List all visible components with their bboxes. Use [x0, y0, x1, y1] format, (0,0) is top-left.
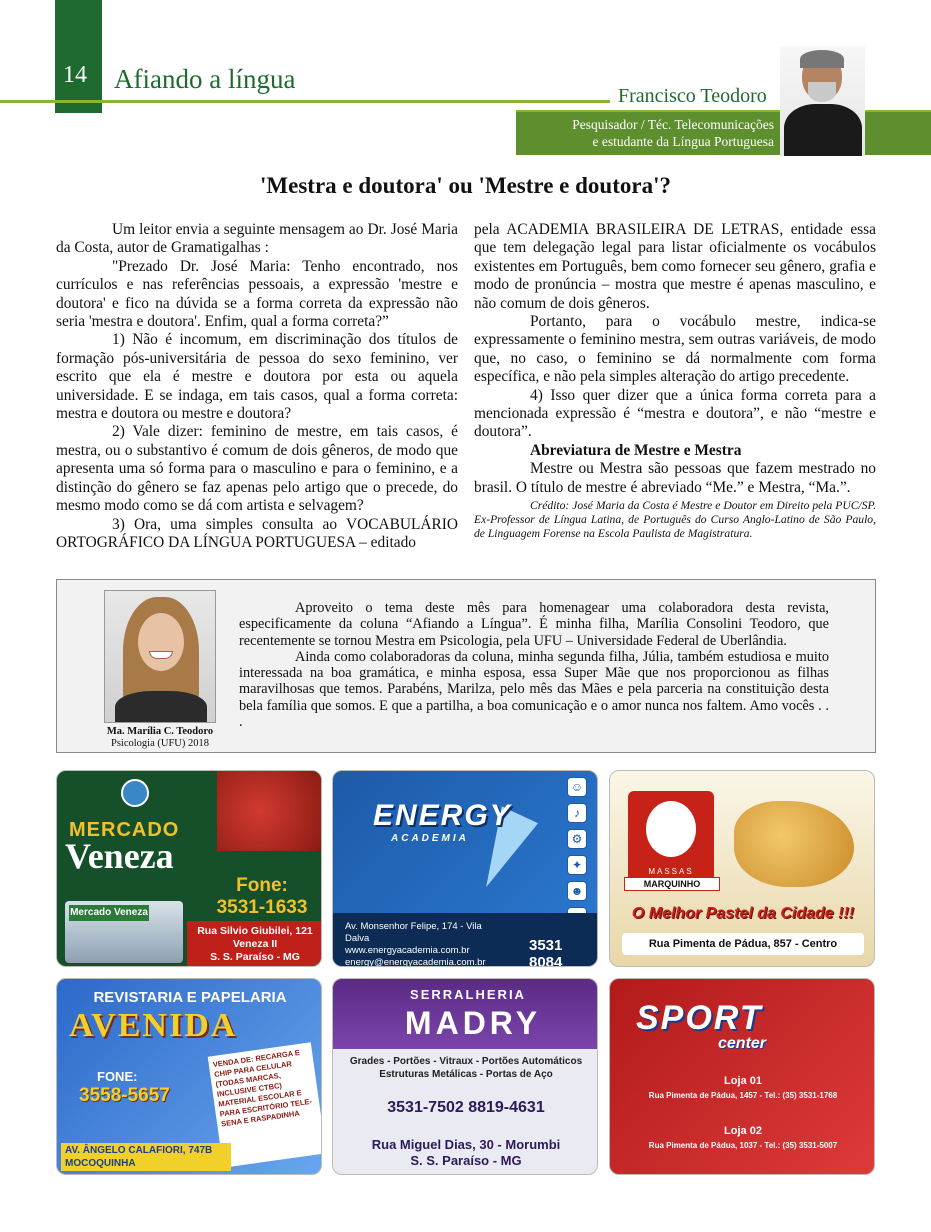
store-1-address: Rua Pimenta de Pádua, 1457 - Tel.: (35) 3531-1768	[648, 1091, 838, 1100]
runner-icon: ☺	[567, 777, 587, 797]
serralheria-label: SERRALHERIA	[410, 987, 526, 1002]
author-photo-hair	[800, 50, 844, 68]
energy-logo: ENERGY	[373, 799, 512, 832]
tribute-paragraph: Ainda como colaboradoras da coluna, minha segunda filha, Júlia, também estudiosa e muito interessada na boa gramática, e minha esposa, essa Super Mãe que nos proporcionou as filhas maravilhosas que temos. Parabéns, Marilza, pelo mês das Mães e pela parceria na constituição desta bela família que somos. E que a partilha, a boa comunicação e o amor nunca nos faltem. Amo vocês . . .	[239, 648, 829, 731]
madry-address	[333, 1137, 598, 1169]
mercado-address-line: Rua Silvio Giubilei, 121	[197, 925, 313, 937]
ad-mercado-veneza	[56, 770, 322, 967]
mercado-phone-label: Fone:	[236, 875, 288, 896]
ad-massas-marquinho	[609, 770, 875, 967]
author-photo-body	[784, 104, 862, 156]
article-paragraph: 1) Não é incomum, em discriminação dos títulos de formação pós-universitária de pessoa do sexo feminino, ver escrito que ela é mestre e doutora por esta ou aquela universidade. E se indaga, em tais casos, qual a forma correta: mestra e doutora ou mestre e doutora?	[56, 331, 458, 423]
article-paragraph: 3) Ora, uma simples consulta ao VOCABULÁRIO ORTOGRÁFICO DA LÍNGUA PORTUGUESA – editado	[56, 515, 458, 551]
mercado-address-line: Veneza II	[232, 938, 278, 950]
avenida-label: AVENIDA	[69, 1007, 238, 1044]
madry-label: MADRY	[404, 1005, 542, 1041]
dancer-icon: ♪	[567, 803, 587, 823]
marquinho-label: MARQUINHO	[624, 877, 720, 891]
daughter-photo-face	[138, 613, 184, 671]
cart-logo-icon	[121, 779, 149, 807]
madry-services-line: Grades - Portões - Vitraux - Portões Automáticos	[349, 1056, 583, 1067]
section-title: Afiando a língua	[114, 64, 296, 94]
mercado-phone-number: 3531-1633	[216, 897, 308, 918]
ad-sport-center	[609, 978, 875, 1175]
store-2-label: Loja 02	[724, 1125, 762, 1137]
store-front-image	[65, 901, 183, 963]
weights-icon: ✦	[567, 855, 587, 875]
article-paragraph: 2) Vale dizer: feminino de mestre, em tais casos, é mestra, ou o substantivo é comum de dois gêneros, de modo que apresenta uma só forma para o masculino e para o feminino, e a distinção do gênero se faz apenas pelo artigo que o precede, do mesmo modo como se dá com artista e selvagem?	[56, 423, 458, 515]
energy-address-line: Av. Monsenhor Felipe, 174 - Vila Dalva	[345, 921, 482, 944]
page-number: 14	[63, 62, 87, 88]
photo-caption-name: Ma. Marília C. Teodoro	[106, 726, 214, 737]
ad-serralheria-madry	[332, 978, 598, 1175]
article-paragraph: Mestre ou Mestra são pessoas que fazem mestrado no brasil. O título de mestre é abreviado “Me.” e Mestra, “Ma.”.	[474, 460, 876, 496]
article-credit: Crédito: José Maria da Costa é Mestre e Doutor em Direito pela PUC/SP. Ex-Professor de Língua Latina, de Português do Curso Anglo-Latino de São Paulo, de Linguagem Forense na Escola Paulista de Magistratura.	[474, 499, 876, 541]
tribute-text	[239, 600, 829, 730]
ad-revistaria-avenida	[56, 978, 322, 1175]
massas-label: MASSAS	[648, 867, 694, 876]
madry-services-line: Estruturas Metálicas - Portas de Aço	[379, 1069, 553, 1080]
avenida-services-note: VENDA DE: RECARGA E CHIP PARA CELULAR (TODAS MARCAS, INCLUSIVE CTBC) MATERIAL ESCOLAR E PARA ESCRITÓRIO TELE-SENA E RASPADINHA	[208, 1042, 322, 1167]
photo-caption-detail: Psicologia (UFU) 2018	[111, 738, 209, 749]
mercado-label: MERCADO	[69, 819, 180, 841]
energy-phone: 3531 8084	[529, 937, 563, 967]
avenida-phone-label: FONE:	[97, 1069, 138, 1084]
store-2-address: Rua Pimenta de Pádua, 1037 - Tel.: (35) 3531-5007	[648, 1141, 838, 1150]
sport-logo: SPORT	[636, 999, 763, 1037]
cycling-icon: ⚙	[567, 829, 587, 849]
pastel-address: Rua Pimenta de Pádua, 857 - Centro	[622, 933, 864, 955]
author-photo	[780, 46, 865, 156]
center-label: center	[718, 1035, 767, 1052]
article-paragraph: Portanto, para o vocábulo mestre, indica-se expressamente o feminino mestra, sem outras variáveis, de modo que, no caso, o feminino se dá normalmente com forma específica, e não pela simples alteração do artigo precedente.	[474, 313, 876, 386]
mercado-phone	[207, 875, 317, 919]
veneza-label: Veneza	[65, 836, 174, 876]
store-1-label: Loja 01	[724, 1075, 762, 1087]
energy-address	[345, 921, 505, 967]
author-description	[520, 116, 774, 150]
article-column-right	[474, 221, 876, 541]
madry-address-line: Rua Miguel Dias, 30 - Morumbi	[371, 1137, 561, 1152]
author-photo-beard	[808, 82, 836, 102]
article-title: 'Mestra e doutora' ou 'Mestre e doutora'?	[260, 173, 671, 198]
revistaria-label: REVISTARIA E PAPELARIA	[93, 989, 287, 1006]
madry-phones: 3531-7502 8819-4631	[387, 1099, 545, 1116]
energy-website: www.energyacademia.com.br	[345, 945, 470, 956]
pastel-image	[734, 801, 854, 887]
energy-academia-label: ACADEMIA	[391, 833, 469, 844]
article-paragraph: 4) Isso quer dizer que a única forma correta para a mencionada expressão é “mestra e doutora”, e não “mestre e doutora”.	[474, 386, 876, 441]
author-name: Francisco Teodoro	[618, 85, 767, 107]
author-desc-line2: e estudante da Língua Portuguesa	[592, 134, 774, 149]
author-desc-line1: Pesquisador / Téc. Telecomunicações	[572, 117, 774, 132]
madry-address-line: S. S. Paraíso - MG	[410, 1153, 522, 1168]
meat-image	[217, 771, 322, 851]
article-paragraph: Um leitor envia a seguinte mensagem ao Dr. José Maria da Costa, autor de Gramatigalhas :	[56, 221, 458, 257]
daughter-photo	[104, 590, 216, 723]
page-number-box	[55, 0, 102, 113]
header-rule	[0, 100, 610, 103]
pastel-slogan: O Melhor Pastel da Cidade !!!	[631, 905, 855, 922]
article-column-left	[56, 221, 458, 552]
energy-email: energy@energyacademia.com.br	[345, 957, 486, 967]
mercado-address-line: S. S. Paraíso - MG	[210, 951, 300, 963]
madry-services	[333, 1055, 598, 1081]
tribute-box	[56, 579, 876, 753]
avenida-address	[61, 1143, 231, 1171]
avenida-address-line: AV. ÂNGELO CALAFIORI, 747B	[65, 1145, 213, 1156]
avenida-phone: 3558-5657	[79, 1085, 170, 1106]
group-icon: ☻	[567, 881, 587, 901]
chef-face-icon	[646, 801, 696, 857]
tribute-paragraph: Aproveito o tema deste mês para homenagear uma colaboradora desta revista, especificamente da coluna “Afiando a Língua”. É minha filha, Marília Consolini Teodoro, que recentemente se tornou Mestra em Psicologia, pela UFU – Universidade Federal de Uberlândia.	[239, 600, 829, 649]
ad-energy-academia	[332, 770, 598, 967]
avenida-address-line: MOCOQUINHA	[65, 1158, 136, 1169]
article-paragraph: pela ACADEMIA BRASILEIRA DE LETRAS, entidade essa que tem delegação legal para listar oficialmente os vocábulos existentes em Português, bem como fornecer seu gênero, grafia e modo de pronúncia – mostra que mestre é apenas masculino, e não comum de dois gêneros.	[474, 221, 876, 312]
activity-icons	[567, 777, 589, 933]
store-sign: Mercado Veneza	[69, 905, 149, 921]
article-paragraph: "Prezado Dr. José Maria: Tenho encontrado, nos currículos e nas referências pessoais, a expressão 'mestre e doutora' e fico na dúvida se a forma correta da expressão não seria 'mestra e doutora'. Enfim, qual a forma correta?”	[56, 257, 458, 331]
article-subheading: Abreviatura de Mestre e Mestra	[530, 441, 742, 459]
mercado-address	[187, 921, 322, 967]
daughter-photo-top	[115, 691, 207, 723]
